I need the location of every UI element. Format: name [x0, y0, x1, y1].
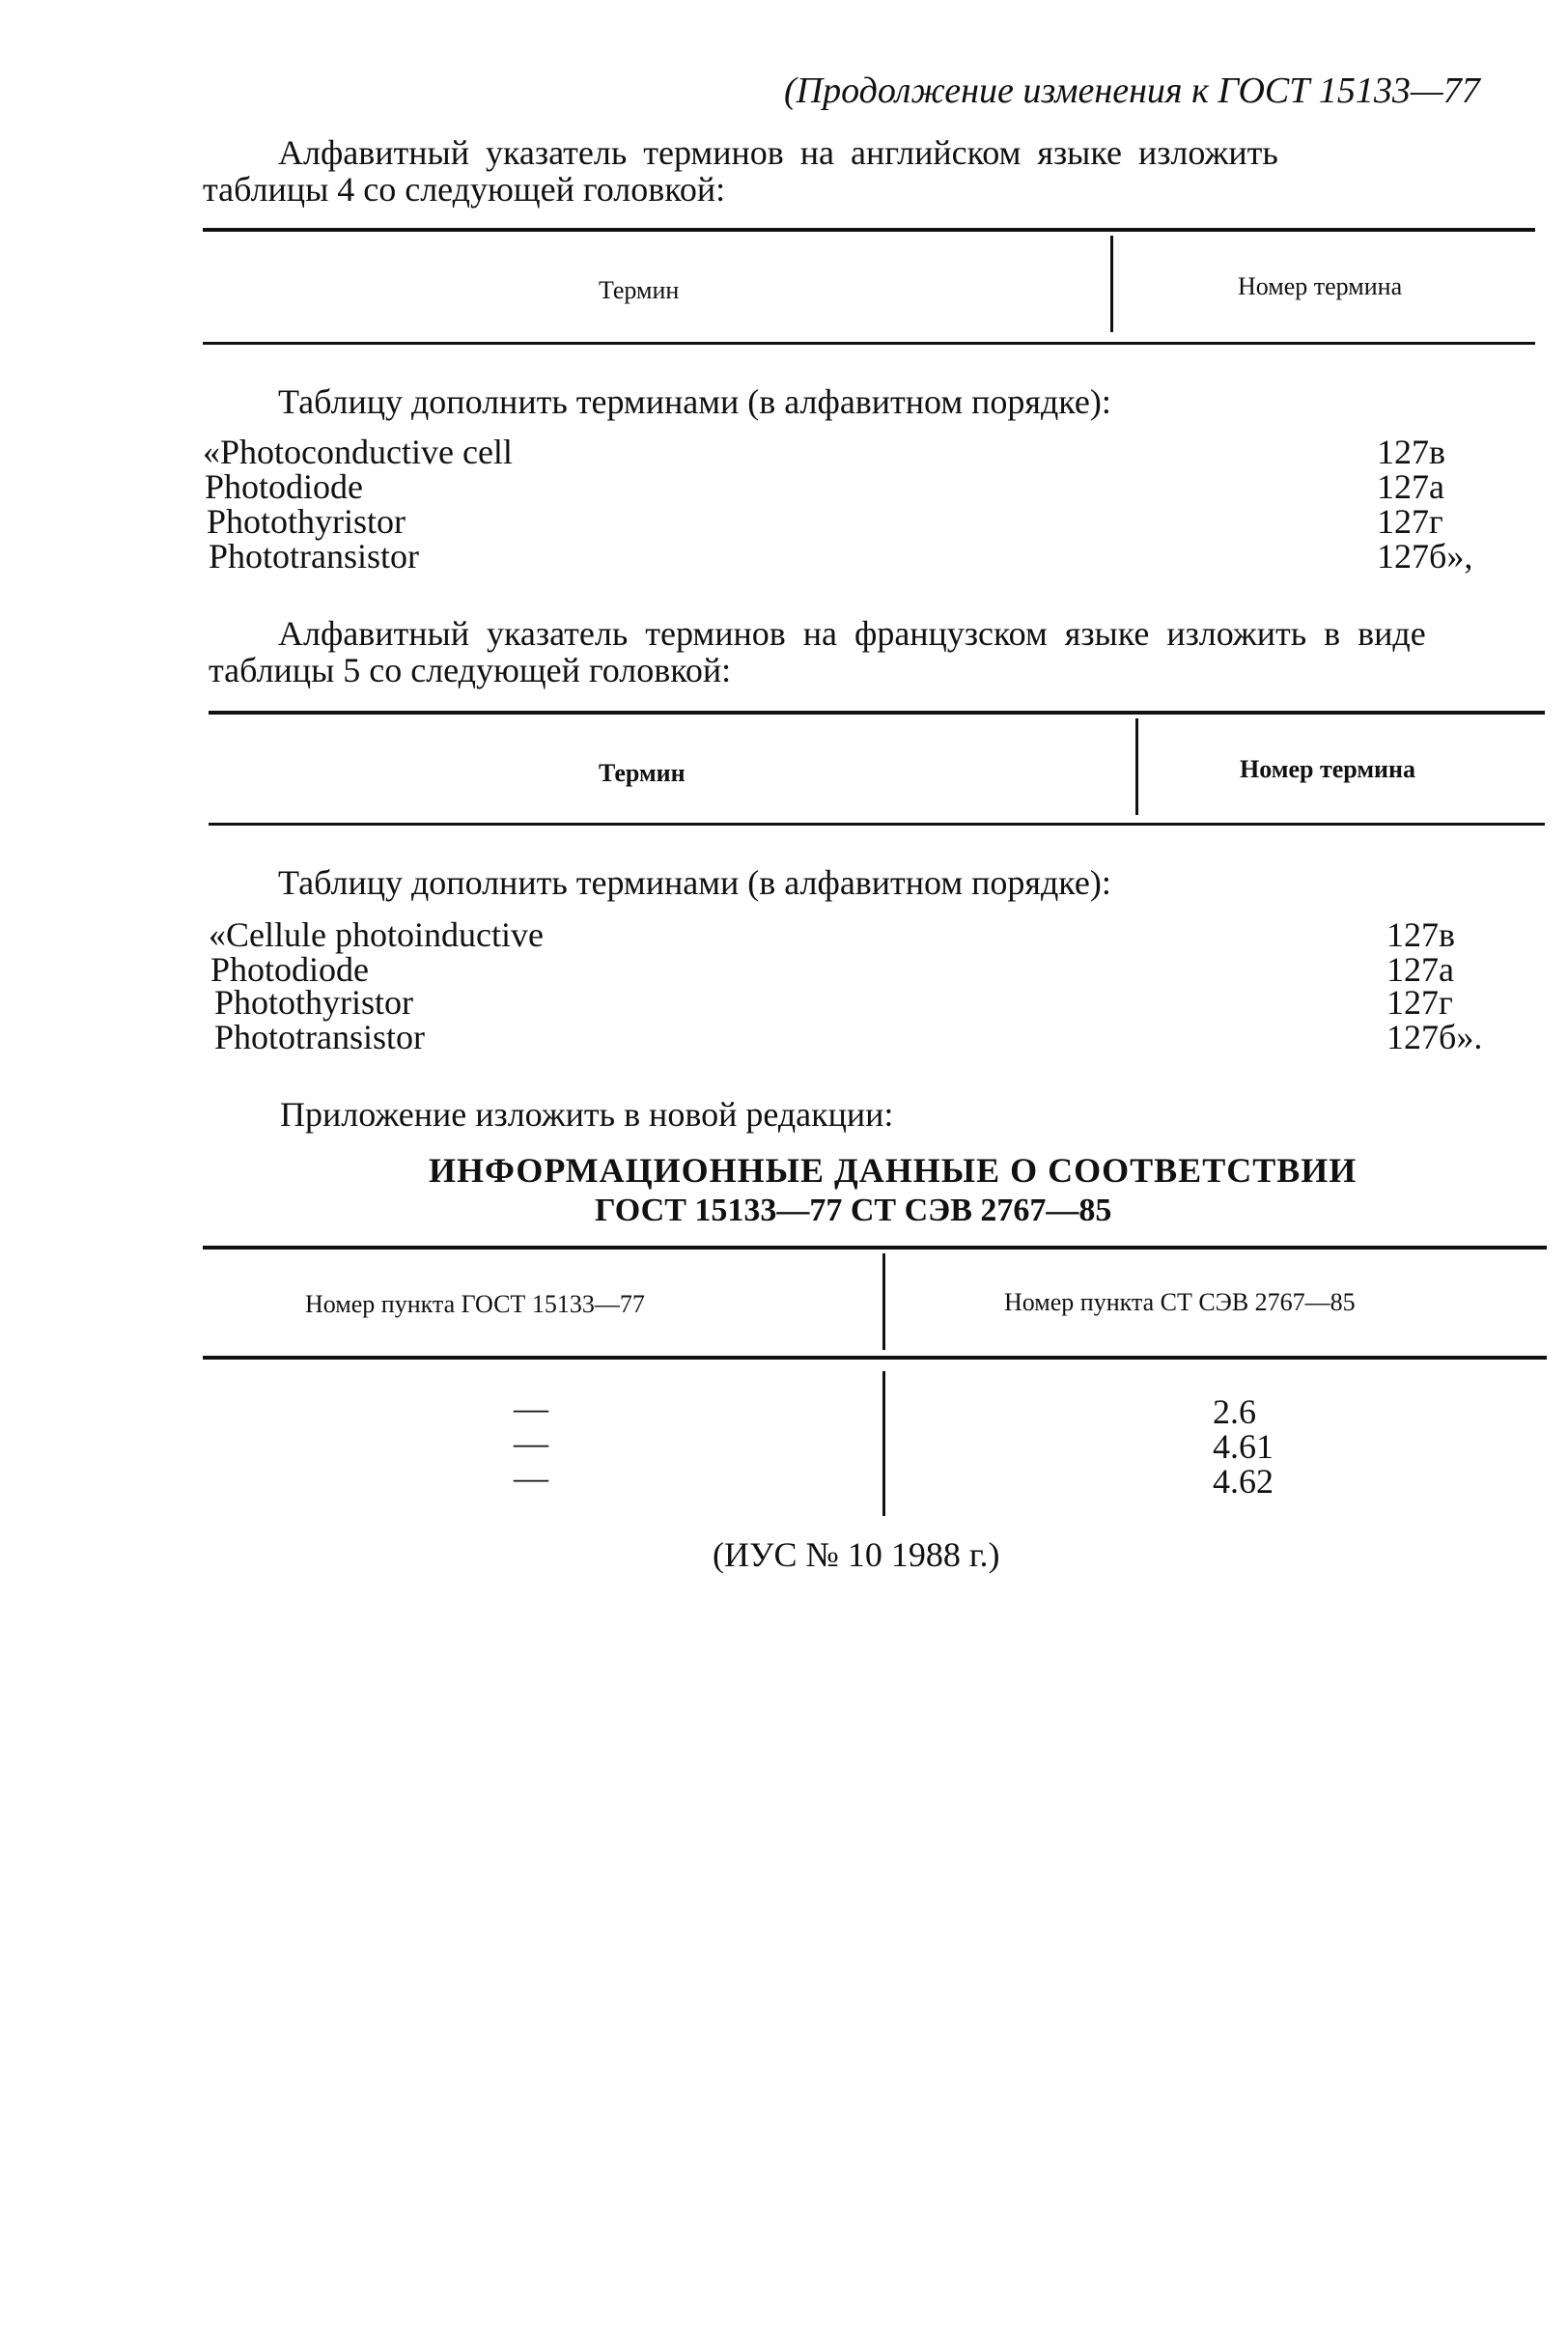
- en-term-3-number: 127б»,: [1377, 537, 1473, 576]
- appendix-title-line2: ГОСТ 15133—77 СТ СЭВ 2767—85: [595, 1193, 1112, 1228]
- appendix-table-header-bottom-rule: [203, 1356, 1547, 1360]
- table5-header-number: Номер термина: [1240, 755, 1415, 783]
- en-term-0-number: 127в: [1377, 433, 1445, 471]
- fr-term-1-number: 127а: [1386, 950, 1454, 989]
- appendix-header-st-sev: Номер пункта СТ СЭВ 2767—85: [1004, 1288, 1356, 1316]
- section-fr-add-note: Таблицу дополнить терминами (в алфавитном порядке):: [278, 863, 1111, 902]
- appendix-row-1-gost: —: [514, 1423, 548, 1462]
- fr-term-3: Phototransistor: [214, 1018, 426, 1056]
- appendix-intro: Приложение изложить в новой редакции:: [280, 1095, 894, 1134]
- table5-column-divider: [1135, 718, 1138, 815]
- section-en-intro-line1: Алфавитный указатель терминов на английском языке изложить: [278, 133, 1278, 172]
- appendix-row-2-st-sev: 4.62: [1213, 1462, 1274, 1501]
- appendix-table-top-rule: [203, 1246, 1547, 1250]
- table5-top-rule: [209, 711, 1545, 715]
- appendix-row-1-st-sev: 4.61: [1213, 1427, 1274, 1466]
- fr-term-1: Photodiode: [210, 950, 370, 989]
- table5-bottom-rule: [209, 823, 1545, 826]
- en-term-2-number: 127г: [1377, 502, 1443, 541]
- fr-term-3-number: 127б».: [1386, 1018, 1483, 1056]
- en-term-0: «Photoconductive cell: [203, 433, 513, 471]
- fr-term-0-number: 127в: [1386, 915, 1455, 954]
- table5-header-term: Термин: [599, 759, 686, 787]
- section-en-intro-line2: таблицы 4 со следующей головкой:: [203, 170, 726, 209]
- appendix-table-body-divider: [882, 1371, 885, 1516]
- table4-bottom-rule: [203, 342, 1535, 345]
- appendix-row-0-gost: —: [514, 1389, 548, 1427]
- appendix-header-gost: Номер пункта ГОСТ 15133—77: [305, 1290, 645, 1318]
- appendix-row-2-gost: —: [514, 1458, 548, 1497]
- table4-column-divider: [1110, 236, 1113, 332]
- section-fr-intro-line1: Алфавитный указатель терминов на французском языке изложить в виде: [278, 614, 1426, 653]
- table4-header-term: Термин: [599, 276, 680, 304]
- section-fr-intro-line2: таблицы 5 со следующей головкой:: [209, 651, 732, 689]
- appendix-row-0-st-sev: 2.6: [1213, 1392, 1256, 1431]
- en-term-3: Phototransistor: [209, 537, 420, 576]
- appendix-title-line1: ИНФОРМАЦИОННЫЕ ДАННЫЕ О СООТВЕТСТВИИ: [429, 1151, 1358, 1190]
- fr-term-0: «Cellule photoinductive: [209, 915, 544, 954]
- source-reference: (ИУС № 10 1988 г.): [713, 1535, 1000, 1574]
- table4-header-number: Номер термина: [1238, 272, 1403, 300]
- running-title: (Продолжение изменения к ГОСТ 15133—77: [784, 70, 1480, 111]
- fr-term-2: Photothyristor: [214, 983, 414, 1022]
- en-term-1: Photodiode: [205, 467, 364, 506]
- en-term-2: Photothyristor: [207, 502, 406, 541]
- appendix-table-header-divider: [882, 1253, 885, 1350]
- table4-top-rule: [203, 228, 1535, 232]
- section-en-add-note: Таблицу дополнить терминами (в алфавитном порядке):: [278, 382, 1111, 421]
- en-term-1-number: 127а: [1377, 467, 1444, 506]
- fr-term-2-number: 127г: [1386, 983, 1453, 1022]
